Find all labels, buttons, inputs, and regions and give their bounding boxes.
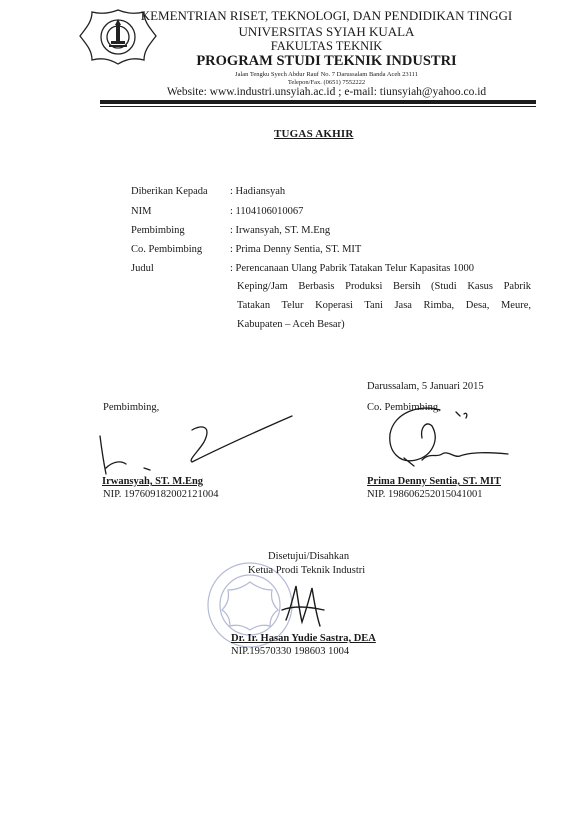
supervisor-nip: NIP. 197609182002121004 bbox=[103, 489, 219, 500]
document-title: TUGAS AKHIR bbox=[274, 128, 354, 140]
co-supervisor-signature bbox=[380, 402, 520, 487]
field-label-recipient: Diberikan Kepada bbox=[131, 186, 208, 197]
head-role: Ketua Prodi Teknik Industri bbox=[248, 565, 366, 576]
title-continuation-line: Keping/Jam Berbasis Produksi Bersih (Studi Kasus Pabrik bbox=[237, 281, 531, 292]
letterhead-rule-thick bbox=[100, 100, 536, 104]
title-continuation-line: Kabupaten – Aceh Besar) bbox=[237, 319, 345, 330]
place-date: Darussalam, 5 Januari 2015 bbox=[367, 381, 484, 392]
approval-label: Disetujui/Disahkan bbox=[268, 551, 350, 562]
field-label-title: Judul bbox=[131, 263, 154, 274]
university-line: UNIVERSITAS SYIAH KUALA bbox=[238, 24, 415, 39]
field-label-supervisor: Pembimbing bbox=[131, 225, 185, 236]
field-value-nim: : 1104106010067 bbox=[230, 206, 304, 217]
field-value-supervisor: : Irwansyah, ST. M.Eng bbox=[230, 225, 331, 236]
ministry-line: KEMENTRIAN RISET, TEKNOLOGI, DAN PENDIDIKAN TINGGI bbox=[140, 8, 513, 23]
letterhead-rule-thin bbox=[100, 106, 536, 107]
supervisor-name: Irwansyah, ST. M.Eng bbox=[102, 476, 204, 487]
title-continuation-line: Tatakan Telur Koperasi Tani Jasa Rimba, Desa, Meure, bbox=[237, 300, 531, 311]
co-supervisor-role: Co. Pembimbing, bbox=[367, 402, 441, 413]
field-value-title: : Perencanaan Ulang Pabrik Tatakan Telur Kapasitas 1000 bbox=[230, 263, 474, 274]
field-label-nim: NIM bbox=[131, 206, 152, 217]
website-line: Website: www.industri.unsyiah.ac.id ; e-mail: tiunsyiah@yahoo.co.id bbox=[166, 86, 487, 98]
phone-line: Telepon/Fax. (0651) 7552222 bbox=[287, 79, 366, 86]
program-line: PROGRAM STUDI TEKNIK INDUSTRI bbox=[196, 53, 457, 69]
head-signature bbox=[280, 580, 340, 635]
field-value-recipient: : Hadiansyah bbox=[230, 186, 286, 197]
field-value-co-supervisor: : Prima Denny Sentia, ST. MIT bbox=[230, 244, 362, 255]
supervisor-role: Pembimbing, bbox=[103, 402, 160, 413]
faculty-line: FAKULTAS TEKNIK bbox=[270, 39, 383, 53]
head-name: Dr. Ir. Hasan Yudie Sastra, DEA bbox=[231, 633, 376, 644]
co-supervisor-nip: NIP. 198606252015041001 bbox=[367, 489, 483, 500]
supervisor-signature bbox=[92, 412, 302, 482]
head-nip: NIP.19570330 198603 1004 bbox=[231, 646, 350, 657]
address-line: Jalan Tengku Syech Abdur Rauf No. 7 Darussalam Banda Aceh 23111 bbox=[235, 71, 418, 78]
field-label-co-supervisor: Co. Pembimbing bbox=[131, 244, 203, 255]
co-supervisor-name: Prima Denny Sentia, ST. MIT bbox=[367, 476, 501, 487]
